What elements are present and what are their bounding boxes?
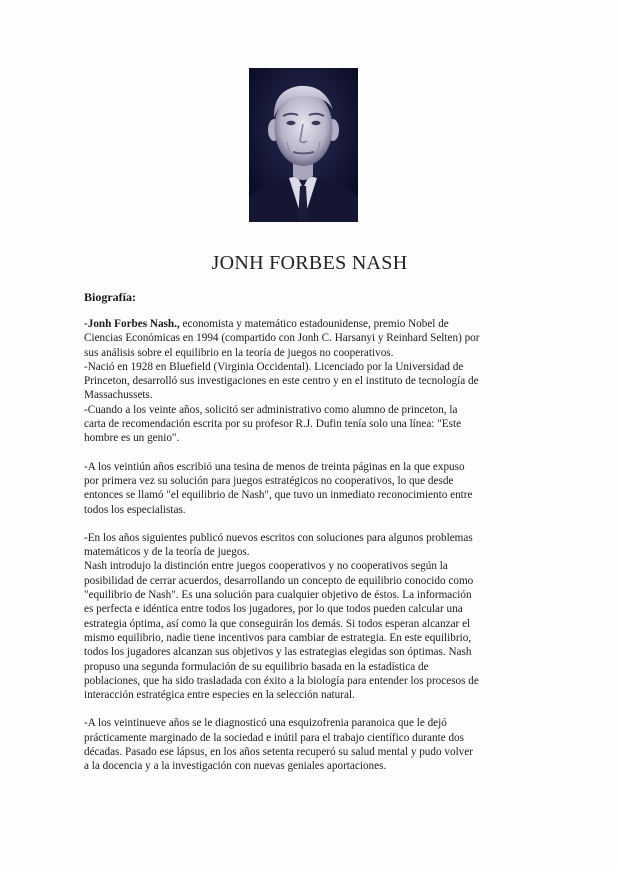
text-line: hombre es un genio". — [84, 432, 180, 445]
text-fragment: economista y matemático estadounidense, premio Nobel de — [179, 318, 449, 330]
text-line: -A los veintinueve años se le diagnosticó una esquizofrenia paranoica que le dejó — [84, 717, 447, 730]
text-line: poblaciones, que ha sido trasladada con éxito a la biología para entender los procesos de — [84, 674, 479, 687]
name-lead: -Jonh Forbes Nash., — [84, 318, 180, 330]
text-line: por primera vez su solución para juegos estratégicos no cooperativos, lo que desde — [84, 474, 454, 487]
paragraph — [84, 716, 534, 773]
text-line: -A los veintiún años escribió una tesina de menos de treinta páginas en la que expuso — [84, 460, 465, 473]
paragraph — [84, 460, 534, 517]
text-line: sus análisis sobre el equilibrio en la teoría de juegos no cooperativos. — [84, 346, 394, 359]
text-line: todos los jugadores alcanzan sus objetivos y las estrategias elegidas son óptimas. Nash — [84, 646, 472, 659]
text-line: a la docencia y a la investigación con nuevas geniales aportaciones. — [84, 760, 387, 773]
paragraph — [84, 403, 534, 446]
text-line: -Nació en 1928 en Bluefield (Virginia Occidental). Licenciado por la Universidad de — [84, 360, 464, 373]
portrait-image — [249, 68, 358, 222]
text-line: entonces se llamó "el equilibrio de Nash", que tuvo un inmediato reconocimiento entre — [84, 489, 473, 502]
paragraph — [84, 317, 534, 360]
paragraph — [84, 531, 534, 560]
text-line: mismo equilibrio, nadie tiene incentivos para cambiar de estrategia. En este equilibrio, — [84, 631, 472, 644]
text-line: posibilidad de cerrar acuerdos, desarrollando un concepto de equilibrio conocido como — [84, 574, 474, 587]
document-title: JONH FORBES NASH — [211, 252, 408, 274]
portrait-photo — [249, 68, 358, 222]
paragraph-gap — [84, 446, 534, 460]
paragraph — [84, 360, 534, 403]
section-heading: Biografía: — [84, 290, 136, 304]
text-line: carta de recomendación escrita por su profesor R.J. Dufin tenía solo una línea: "Este — [84, 418, 462, 431]
text-line: "equilibrio de Nash". Es una solución para cualquier objetivo de éstos. La información — [84, 589, 472, 602]
paragraph-gap — [84, 517, 534, 531]
text-line: es perfecta e idéntica entre todos los jugadores, por lo que todos pueden calcular una — [84, 603, 463, 616]
text-line: matemáticos y de la teoría de juegos. — [84, 546, 250, 559]
paragraph-gap — [84, 702, 534, 716]
text-line: décadas. Pasado ese lápsus, en los años setenta recuperó su salud mental y pudo volver — [84, 746, 473, 759]
text-line: Ciencias Económicas en 1994 (compartido con Jonh C. Harsanyi y Reinhard Selten) por — [84, 332, 480, 345]
biography-body — [84, 317, 534, 774]
text-line: -Cuando a los veinte años, solicitó ser administrativo como alumno de princeton, la — [84, 403, 458, 416]
text-line — [84, 317, 534, 331]
text-line: todos los especialistas. — [84, 503, 186, 516]
text-line: prácticamente marginado de la sociedad e inútil para el trabajo científico durante dos — [84, 731, 465, 744]
paragraph — [84, 559, 534, 702]
text-line: estrategia óptima, así como la que conseguirán los demás. Si todos esperan alcanzar el — [84, 617, 471, 630]
text-line: Princeton, desarrolló sus investigaciones en este centro y en el instituto de tecnología de — [84, 375, 479, 388]
text-line: propuso una segunda formulación de su equilibrio basada en la estadística de — [84, 660, 429, 673]
text-line: Nash introdujo la distinción entre juegos cooperativos y no cooperativos según la — [84, 560, 448, 573]
text-line: interacción estratégica entre especies en la selección natural. — [84, 689, 355, 702]
text-line: Massachussets. — [84, 389, 153, 402]
text-line: -En los años siguientes publicó nuevos escritos con soluciones para algunos problemas — [84, 531, 473, 544]
